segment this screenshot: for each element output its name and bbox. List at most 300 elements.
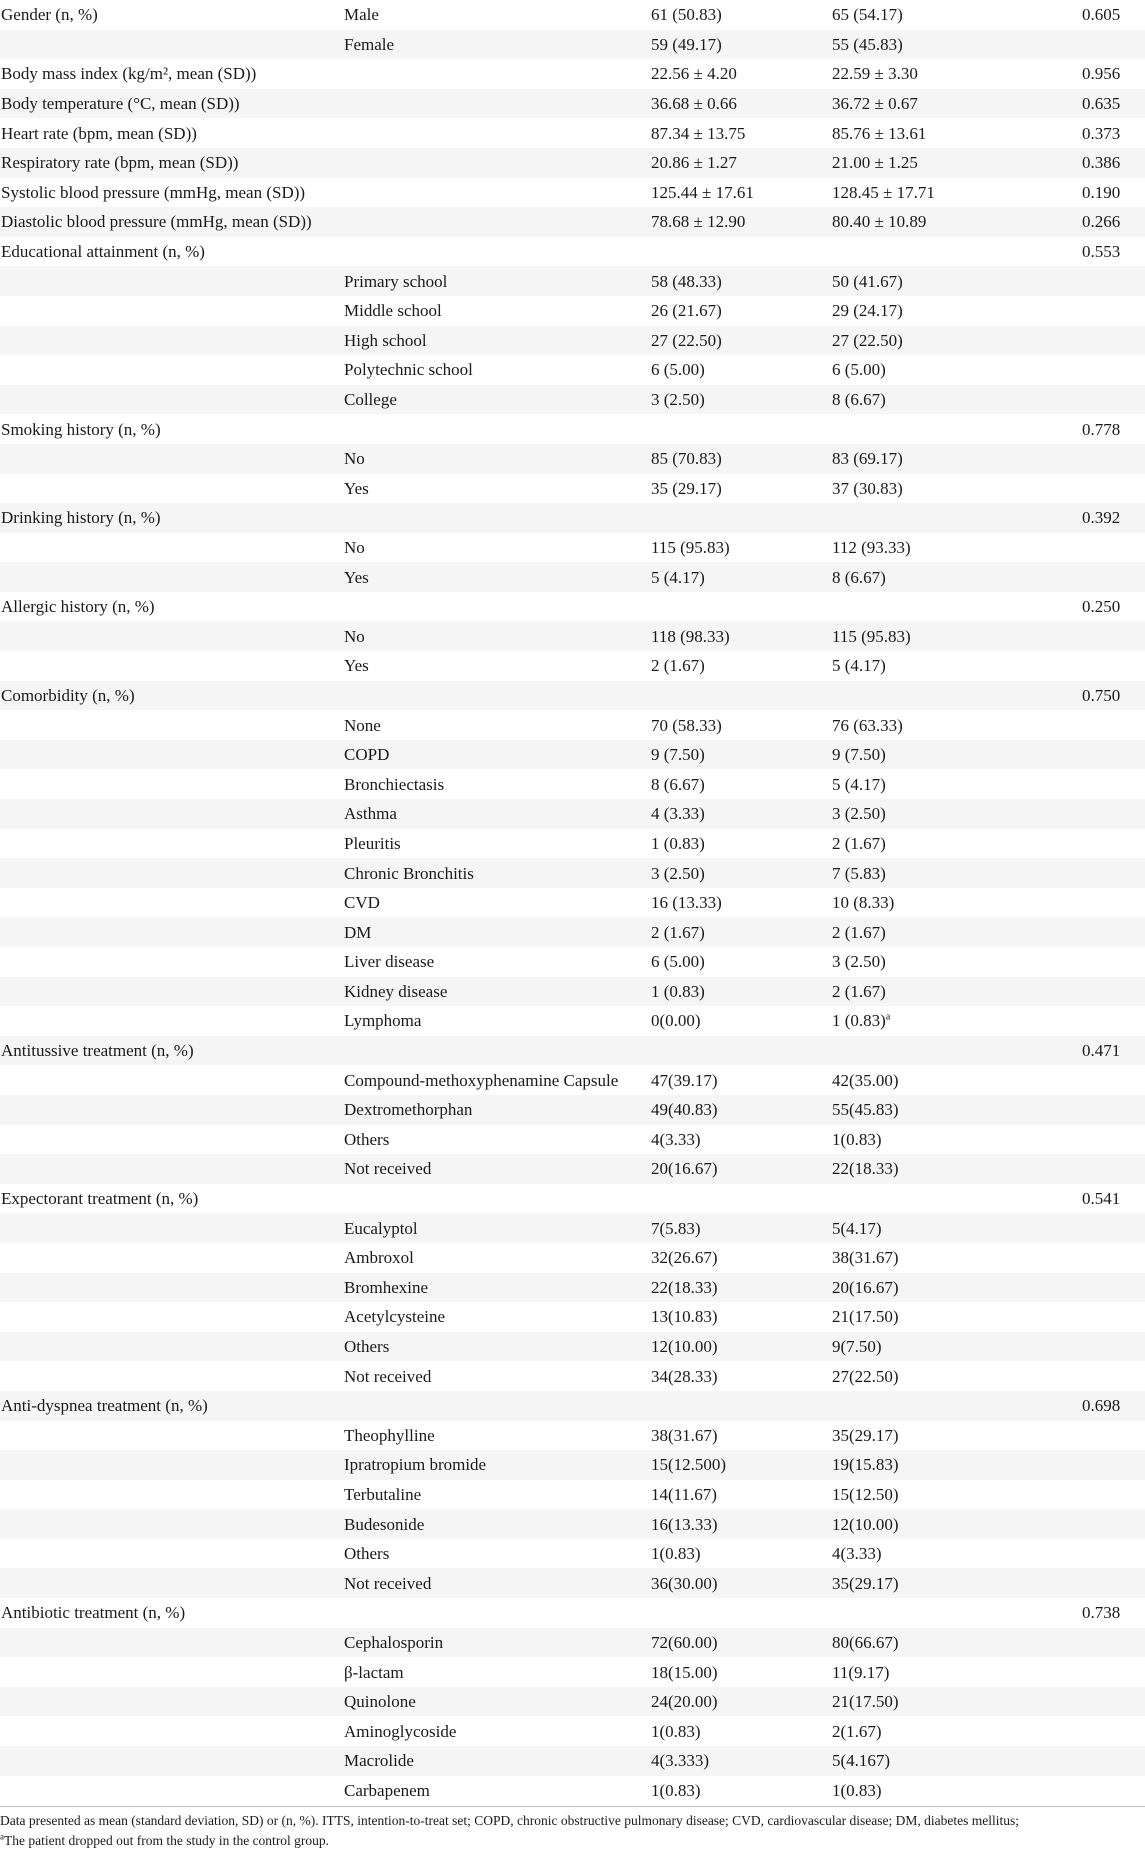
cell-group2: [832, 1065, 1082, 1095]
row-subcategory: [344, 621, 651, 651]
cell-group2: [832, 1776, 1082, 1806]
cell-group1-text: 47(39.17): [651, 1070, 718, 1090]
cell-p-value: [1082, 1509, 1145, 1539]
cell-group2: [832, 1598, 1082, 1628]
cell-group1: [651, 977, 832, 1007]
cell-group2-text: 9 (7.50): [832, 745, 886, 765]
cell-p-value: [1082, 533, 1145, 563]
table-row: [0, 414, 1145, 444]
row-subcategory: [344, 1628, 651, 1658]
row-subcategory: [344, 355, 651, 385]
row-label-text: Body temperature (°C, mean (SD)): [1, 94, 240, 114]
cell-group2: [832, 503, 1082, 533]
cell-group2: [832, 710, 1082, 740]
table-row: [0, 1006, 1145, 1036]
cell-group1: [651, 1687, 832, 1717]
row-subcategory-text: Bromhexine: [344, 1277, 429, 1297]
row-subcategory: [344, 1302, 651, 1332]
cell-group2: [832, 947, 1082, 977]
cell-group1: [651, 237, 832, 267]
row-subcategory-text: Cephalosporin: [344, 1632, 444, 1652]
cell-p-value: [1082, 30, 1145, 60]
row-label: [0, 769, 344, 799]
row-subcategory-text: Polytechnic school: [344, 360, 473, 380]
cell-group1: [651, 533, 832, 563]
cell-p-value: [1082, 266, 1145, 296]
cell-group1: [651, 59, 832, 89]
row-subcategory: [344, 59, 651, 89]
cell-group2-text: 2 (1.67): [832, 981, 886, 1001]
cell-group2-text: 20(16.67): [832, 1277, 899, 1297]
cell-group2-text: 3 (2.50): [832, 804, 886, 824]
cell-group1-text: 24(20.00): [651, 1692, 718, 1712]
row-subcategory-text: β-lactam: [344, 1662, 404, 1682]
cell-group2-text: 4(3.33): [832, 1544, 882, 1564]
cell-group1-text: 118 (98.33): [651, 626, 730, 646]
row-label: [0, 355, 344, 385]
cell-group2-text: 80(66.67): [832, 1632, 899, 1652]
row-label: [0, 592, 344, 622]
table-row: [0, 977, 1145, 1007]
cell-group1: [651, 1657, 832, 1687]
table-row: [0, 1154, 1145, 1184]
row-label-text: Antitussive treatment (n, %): [1, 1041, 194, 1061]
cell-group2: [832, 769, 1082, 799]
row-label-text: Gender (n, %): [1, 5, 98, 25]
row-subcategory: [344, 1184, 651, 1214]
row-subcategory-text: Acetylcysteine: [344, 1307, 446, 1327]
row-label-text: Diastolic blood pressure (mmHg, mean (SD)): [1, 212, 312, 232]
row-label: [0, 977, 344, 1007]
row-subcategory-text: Primary school: [344, 271, 448, 291]
row-subcategory-text: COPD: [344, 745, 390, 765]
row-label-text: Expectorant treatment (n, %): [1, 1189, 199, 1209]
row-subcategory: [344, 503, 651, 533]
cell-group1: [651, 444, 832, 474]
table-row: [0, 1568, 1145, 1598]
table-row: [0, 562, 1145, 592]
footnote-dropout-text: The patient dropped out from the study in the control group.: [4, 1833, 330, 1848]
row-label: [0, 1006, 344, 1036]
row-label: [0, 1509, 344, 1539]
cell-group1: [651, 414, 832, 444]
row-subcategory: [344, 326, 651, 356]
row-subcategory: [344, 1480, 651, 1510]
cell-group1-text: 2 (1.67): [651, 922, 705, 942]
cell-p-value-text: 0.553: [1082, 242, 1121, 262]
cell-group2: [832, 385, 1082, 415]
cell-p-value: [1082, 1332, 1145, 1362]
cell-group1: [651, 385, 832, 415]
cell-group2-text: 55(45.83): [832, 1100, 899, 1120]
row-subcategory-text: Bronchiectasis: [344, 774, 445, 794]
cell-group2: [832, 533, 1082, 563]
row-subcategory: [344, 681, 651, 711]
cell-group1: [651, 858, 832, 888]
table-row: [0, 1450, 1145, 1480]
cell-group2: [832, 977, 1082, 1007]
row-subcategory: [344, 740, 651, 770]
cell-group1: [651, 1332, 832, 1362]
row-subcategory-text: Liver disease: [344, 952, 435, 972]
cell-group1: [651, 1095, 832, 1125]
table-row: [0, 1657, 1145, 1687]
row-subcategory: [344, 178, 651, 208]
row-label: [0, 1568, 344, 1598]
cell-p-value: [1082, 1421, 1145, 1451]
table-row: [0, 1302, 1145, 1332]
table-row: [0, 296, 1145, 326]
cell-group1: [651, 207, 832, 237]
cell-group1: [651, 1509, 832, 1539]
row-subcategory-text: No: [344, 449, 365, 469]
row-label: [0, 888, 344, 918]
cell-p-value: [1082, 947, 1145, 977]
cell-group1: [651, 1746, 832, 1776]
row-label-text: Educational attainment (n, %): [1, 242, 205, 262]
cell-group1: [651, 474, 832, 504]
cell-group1: [651, 740, 832, 770]
cell-group1-text: 15(12.500): [651, 1455, 727, 1475]
cell-group1-text: 36(30.00): [651, 1573, 718, 1593]
cell-group2: [832, 1332, 1082, 1362]
row-subcategory-text: Carbapenem: [344, 1780, 430, 1800]
cell-group1-text: 20.86 ± 1.27: [651, 153, 737, 173]
cell-p-value-text: 0.471: [1082, 1041, 1121, 1061]
cell-group1: [651, 1213, 832, 1243]
cell-group2: [832, 178, 1082, 208]
cell-group2-text: 2 (1.67): [832, 833, 886, 853]
cell-p-value: [1082, 414, 1145, 444]
table-row: [0, 621, 1145, 651]
cell-p-value: [1082, 1273, 1145, 1303]
row-subcategory-text: Chronic Bronchitis: [344, 863, 474, 883]
table-row: [0, 710, 1145, 740]
row-subcategory-text: Pleuritis: [344, 833, 401, 853]
table-row: [0, 30, 1145, 60]
cell-group2: [832, 1125, 1082, 1155]
row-label: [0, 651, 344, 681]
row-subcategory: [344, 710, 651, 740]
row-subcategory: [344, 1539, 651, 1569]
cell-group2-text: 22(18.33): [832, 1159, 899, 1179]
cell-group1: [651, 1776, 832, 1806]
cell-p-value: [1082, 799, 1145, 829]
row-subcategory: [344, 799, 651, 829]
row-label-text: Drinking history (n, %): [1, 508, 161, 528]
row-label: [0, 947, 344, 977]
table-row: [0, 148, 1145, 178]
row-label: [0, 148, 344, 178]
cell-group1: [651, 1628, 832, 1658]
cell-group1: [651, 0, 832, 30]
cell-group1-text: 49(40.83): [651, 1100, 718, 1120]
cell-group1: [651, 1391, 832, 1421]
cell-group2: [832, 621, 1082, 651]
cell-group1-text: 32(26.67): [651, 1248, 718, 1268]
cell-group2-text: 5(4.17): [832, 1218, 882, 1238]
cell-p-value-text: 0.266: [1082, 212, 1121, 232]
row-label: [0, 503, 344, 533]
cell-group1-text: 78.68 ± 12.90: [651, 212, 746, 232]
cell-p-value: [1082, 1539, 1145, 1569]
table-row: [0, 740, 1145, 770]
cell-group2-text: 5 (4.17): [832, 656, 886, 676]
row-label: [0, 1095, 344, 1125]
cell-group2-text: 7 (5.83): [832, 863, 886, 883]
cell-group2-text: 27 (22.50): [832, 330, 903, 350]
row-label: [0, 1480, 344, 1510]
cell-p-value: [1082, 118, 1145, 148]
cell-p-value: [1082, 858, 1145, 888]
row-label: [0, 533, 344, 563]
row-subcategory: [344, 917, 651, 947]
row-subcategory-text: Yes: [344, 656, 369, 676]
cell-group1: [651, 30, 832, 60]
row-label: [0, 30, 344, 60]
row-subcategory-text: Yes: [344, 567, 369, 587]
cell-p-value-text: 0.605: [1082, 5, 1121, 25]
table-row: [0, 385, 1145, 415]
cell-group2-text: 128.45 ± 17.71: [832, 182, 935, 202]
cell-group2: [832, 296, 1082, 326]
cell-p-value: [1082, 1391, 1145, 1421]
row-subcategory-text: High school: [344, 330, 427, 350]
cell-p-value: [1082, 1006, 1145, 1036]
row-label: [0, 207, 344, 237]
cell-group1-text: 115 (95.83): [651, 537, 730, 557]
row-label: [0, 89, 344, 119]
row-subcategory: [344, 1095, 651, 1125]
cell-group1: [651, 1065, 832, 1095]
cell-group2-text: 55 (45.83): [832, 34, 903, 54]
footnote-mark: a: [0, 1831, 4, 1842]
row-subcategory: [344, 1687, 651, 1717]
row-subcategory: [344, 1746, 651, 1776]
cell-p-value: [1082, 1213, 1145, 1243]
cell-group2-text: 10 (8.33): [832, 893, 895, 913]
cell-group2-text: 76 (63.33): [832, 715, 903, 735]
cell-group2: [832, 355, 1082, 385]
cell-group2-text: 27(22.50): [832, 1366, 899, 1386]
cell-group1-text: 22.56 ± 4.20: [651, 64, 737, 84]
cell-p-value: [1082, 562, 1145, 592]
cell-group1-text: 2 (1.67): [651, 656, 705, 676]
row-label: [0, 799, 344, 829]
cell-group1-text: 85 (70.83): [651, 449, 722, 469]
row-label: [0, 1716, 344, 1746]
row-label: [0, 474, 344, 504]
row-subcategory: [344, 533, 651, 563]
cell-group2-text: 9(7.50): [832, 1337, 882, 1357]
cell-group1: [651, 1568, 832, 1598]
cell-group2-text: 50 (41.67): [832, 271, 903, 291]
cell-group1-text: 20(16.67): [651, 1159, 718, 1179]
table-row: [0, 1480, 1145, 1510]
cell-group2: [832, 1154, 1082, 1184]
row-subcategory-text: No: [344, 537, 365, 557]
cell-group2: [832, 1628, 1082, 1658]
row-subcategory: [344, 0, 651, 30]
cell-group1: [651, 769, 832, 799]
cell-group2: [832, 1450, 1082, 1480]
row-label-text: Body mass index (kg/m², mean (SD)): [1, 64, 257, 84]
row-subcategory-text: Aminoglycoside: [344, 1721, 457, 1741]
row-subcategory: [344, 1450, 651, 1480]
table-row: [0, 1036, 1145, 1066]
table-row: [0, 355, 1145, 385]
cell-group1: [651, 562, 832, 592]
row-label: [0, 1125, 344, 1155]
cell-group1: [651, 178, 832, 208]
cell-p-value-text: 0.956: [1082, 64, 1121, 84]
cell-group1-text: 125.44 ± 17.61: [651, 182, 754, 202]
cell-group1: [651, 1036, 832, 1066]
row-subcategory-text: Male: [344, 5, 379, 25]
row-subcategory: [344, 474, 651, 504]
cell-group1-text: 26 (21.67): [651, 301, 722, 321]
cell-group1: [651, 1154, 832, 1184]
cell-p-value: [1082, 178, 1145, 208]
table-row: [0, 207, 1145, 237]
cell-group1-text: 8 (6.67): [651, 774, 705, 794]
cell-group2: [832, 59, 1082, 89]
cell-p-value: [1082, 1361, 1145, 1391]
cell-p-value: [1082, 385, 1145, 415]
cell-group1: [651, 1006, 832, 1036]
row-subcategory-text: Dextromethorphan: [344, 1100, 473, 1120]
row-label-text: Anti-dyspnea treatment (n, %): [1, 1396, 208, 1416]
row-subcategory-text: Ambroxol: [344, 1248, 414, 1268]
cell-group2: [832, 1273, 1082, 1303]
cell-group1: [651, 592, 832, 622]
cell-group1-text: 13(10.83): [651, 1307, 718, 1327]
row-subcategory: [344, 1509, 651, 1539]
table-row: [0, 829, 1145, 859]
table-row: [0, 326, 1145, 356]
cell-p-value: [1082, 474, 1145, 504]
cell-group1: [651, 888, 832, 918]
row-label: [0, 178, 344, 208]
row-label: [0, 326, 344, 356]
row-subcategory: [344, 1421, 651, 1451]
row-label-text: Smoking history (n, %): [1, 419, 161, 439]
row-subcategory: [344, 266, 651, 296]
cell-group2: [832, 858, 1082, 888]
row-subcategory-text: Not received: [344, 1573, 432, 1593]
row-subcategory: [344, 237, 651, 267]
cell-p-value: [1082, 829, 1145, 859]
cell-group2: [832, 681, 1082, 711]
cell-p-value: [1082, 888, 1145, 918]
row-subcategory: [344, 947, 651, 977]
cell-p-value: [1082, 1746, 1145, 1776]
row-subcategory: [344, 1568, 651, 1598]
row-label-text: Comorbidity (n, %): [1, 685, 135, 705]
cell-p-value: [1082, 1065, 1145, 1095]
table-row: [0, 1332, 1145, 1362]
row-label: [0, 0, 344, 30]
cell-group2: [832, 651, 1082, 681]
cell-p-value: [1082, 1302, 1145, 1332]
row-subcategory: [344, 89, 651, 119]
row-subcategory-text: Eucalyptol: [344, 1218, 418, 1238]
cell-p-value: [1082, 977, 1145, 1007]
row-label: [0, 1332, 344, 1362]
row-subcategory-text: Budesonide: [344, 1514, 425, 1534]
cell-group1-text: 1(0.83): [651, 1544, 701, 1564]
cell-group2-text: 42(35.00): [832, 1070, 899, 1090]
row-subcategory-text: Others: [344, 1337, 390, 1357]
row-label: [0, 118, 344, 148]
table-row: [0, 237, 1145, 267]
table-row: [0, 1213, 1145, 1243]
cell-p-value-text: 0.635: [1082, 94, 1121, 114]
row-subcategory: [344, 207, 651, 237]
cell-group1: [651, 1450, 832, 1480]
row-subcategory-text: Not received: [344, 1159, 432, 1179]
footnote-marker: a: [885, 1011, 891, 1023]
table-row: [0, 947, 1145, 977]
cell-p-value: [1082, 769, 1145, 799]
row-label: [0, 1213, 344, 1243]
cell-group1-text: 36.68 ± 0.66: [651, 94, 737, 114]
row-subcategory: [344, 1273, 651, 1303]
table-row: [0, 89, 1145, 119]
row-subcategory-text: Quinolone: [344, 1692, 416, 1712]
row-label: [0, 1184, 344, 1214]
row-label-text: Heart rate (bpm, mean (SD)): [1, 123, 197, 143]
cell-group1-text: 14(11.67): [651, 1484, 717, 1504]
cell-p-value-text: 0.386: [1082, 153, 1121, 173]
cell-group2-text: 21(17.50): [832, 1307, 899, 1327]
cell-p-value-text: 0.250: [1082, 597, 1121, 617]
cell-group1-text: 34(28.33): [651, 1366, 718, 1386]
table-row: [0, 266, 1145, 296]
cell-group2-text: 1(0.83): [832, 1780, 882, 1800]
cell-p-value-text: 0.373: [1082, 123, 1121, 143]
table-row: [0, 681, 1145, 711]
cell-p-value: [1082, 207, 1145, 237]
row-subcategory: [344, 385, 651, 415]
cell-group2-text: 83 (69.17): [832, 449, 903, 469]
row-subcategory: [344, 1125, 651, 1155]
row-label: [0, 1628, 344, 1658]
cell-group2: [832, 1509, 1082, 1539]
row-label: [0, 1657, 344, 1687]
cell-group1: [651, 621, 832, 651]
cell-group2: [832, 1716, 1082, 1746]
row-subcategory: [344, 118, 651, 148]
cell-group2: [832, 1302, 1082, 1332]
row-subcategory: [344, 1776, 651, 1806]
row-subcategory-text: Terbutaline: [344, 1484, 422, 1504]
row-label: [0, 1302, 344, 1332]
row-subcategory-text: Lymphoma: [344, 1011, 422, 1031]
row-label: [0, 444, 344, 474]
row-label: [0, 1421, 344, 1451]
cell-group2-text: 6 (5.00): [832, 360, 886, 380]
cell-group1: [651, 829, 832, 859]
row-subcategory-text: Female: [344, 34, 395, 54]
table-row: [0, 1095, 1145, 1125]
row-label-text: Antibiotic treatment (n, %): [1, 1603, 186, 1623]
cell-group1-text: 3 (2.50): [651, 863, 705, 883]
footnote-dropout: [0, 1831, 1145, 1851]
row-subcategory: [344, 1036, 651, 1066]
cell-group2-text: 19(15.83): [832, 1455, 899, 1475]
cell-group2-text: 1(0.83): [832, 1129, 882, 1149]
